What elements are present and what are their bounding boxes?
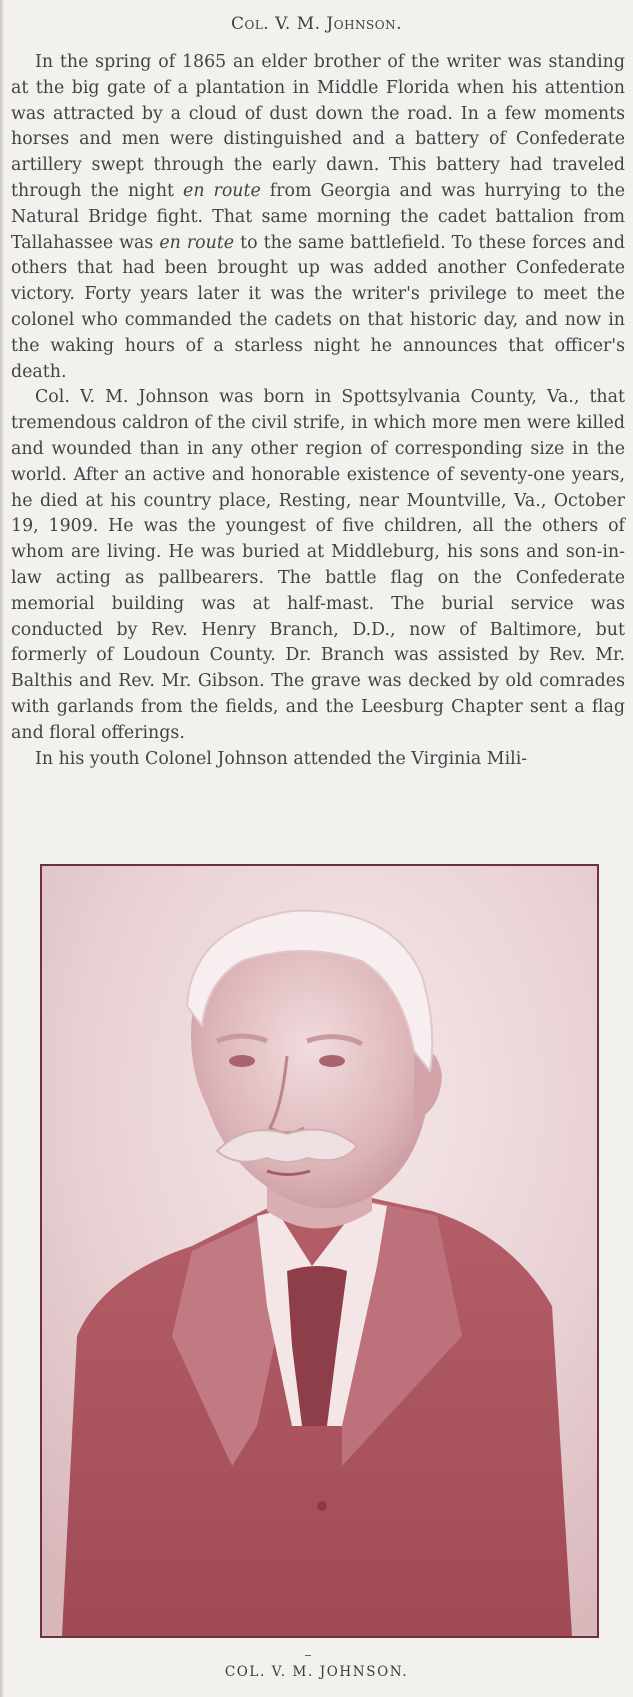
paragraph-1-part-c: to the same battlefield. To these forces and others that had been brought up was added another Confederate victory. Forty years later it was the writer's privilege to meet the colonel who commanded the cadets on that historic day, and now in the waking hours of a starless night he announces that officer's death. [11,232,625,382]
paragraph-1 [11,50,625,385]
caption-mark [305,1655,311,1656]
page-heading: Col. V. M. Johnson. [230,14,403,34]
portrait-illustration [42,866,597,1636]
paragraph-1-italic-1: en route [183,180,261,201]
article-body [11,50,625,772]
paragraph-1-part-a: In the spring of 1865 an elder brother of the writer was standing at the big gate of a plantation in Middle Florida when his attention was attracted by a cloud of dust down the road. In a few moments horses and men were distinguished and a battery of Confederate artillery swept through the early dawn. This battery had traveled through the night [11,52,625,201]
paragraph-1-italic-2: en route [159,232,235,253]
photo-caption: COL. V. M. JOHNSON. [224,1664,409,1680]
page-edge [0,0,4,1697]
left-eye [229,1055,255,1067]
portrait-photo [40,864,599,1638]
paragraph-3: In his youth Colonel Johnson attended the Virginia Mili- [35,748,528,769]
right-eye [319,1055,345,1067]
paragraph-1-part-b: from Georgia and was hurrying to the Natural Bridge fight. That same morning the cadet battalion from Tallahassee was [11,180,625,253]
paragraph-2: Col. V. M. Johnson was born in Spottsylvania County, Va., that tremendous caldron of the civil strife, in which more men were killed and wounded than in any other region of corresponding size in the world. After an active and honorable existence of seventy-one years, he died at his country place, Resting, near Mountville, Va., October 19, 1909. He was the youngest of five children, all the others of whom are living. He was buried at Middleburg, his sons and son-in-law acting as pallbearers. The battle flag on the Confederate memorial building was at half-mast. The burial service was conducted by Rev. Henry Branch, D.D., now of Baltimore, but formerly of Loudoun County. Dr. Branch was assisted by Rev. Mr. Balthis and Rev. Mr. Gibson. The grave was decked by old comrades with garlands from the fields, and the Leesburg Chapter sent a flag and floral offerings. [11,387,625,743]
coat-button [317,1501,327,1511]
